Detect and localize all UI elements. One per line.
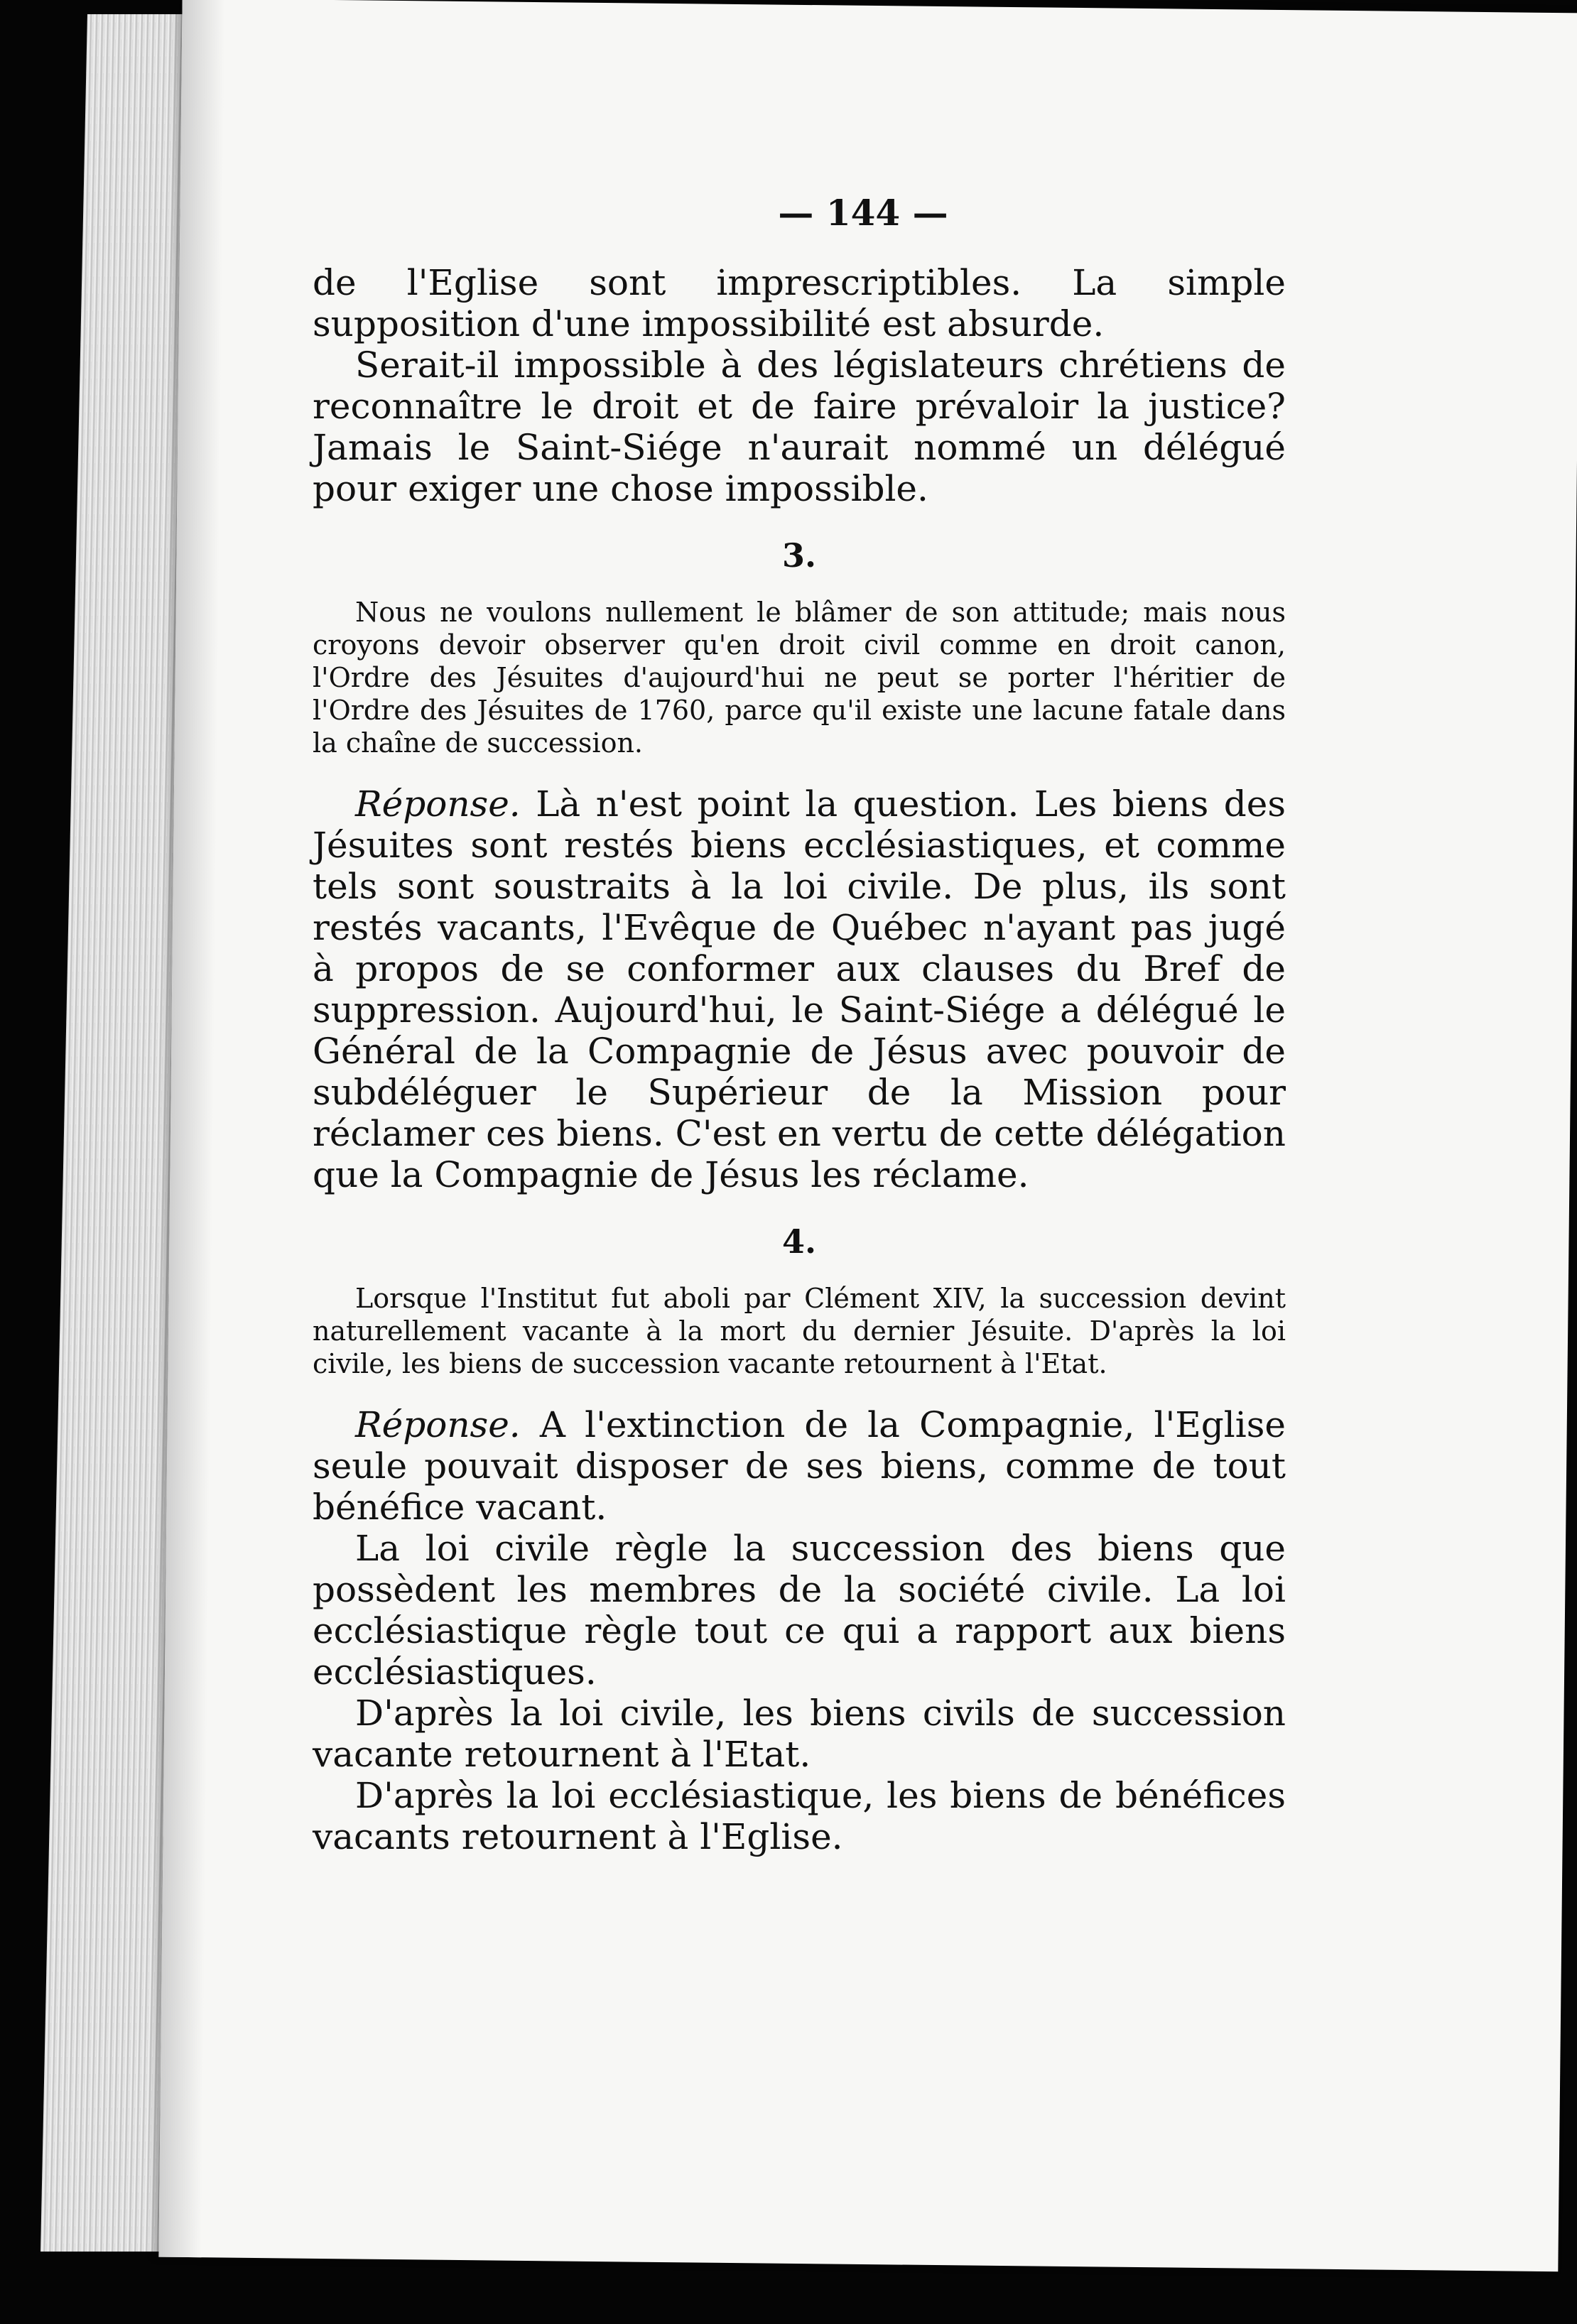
response-text-4: A l'extinction de la Compagnie, l'Eglise seule pouvait disposer de ses biens, comme de tout bénéfice vacant. (313, 1404, 1286, 1528)
page-number: — 144 — (778, 192, 948, 234)
response-4 (313, 1404, 1286, 1528)
paragraph-civil-law: La loi civile règle la succession des biens que possèdent les membres de la société civile. La loi ecclésiastique règle tout ce qui a rapport aux biens ecclésiastiques. (313, 1528, 1286, 1693)
paragraph-civil-succession: D'après la loi civile, les biens civils de succession vacante retournent à l'Etat. (313, 1693, 1286, 1775)
intro-paragraph-1: de l'Eglise sont imprescriptibles. La simple supposition d'une impossibilité est absurde. (313, 262, 1286, 344)
response-label-4: Réponse. (355, 1404, 521, 1445)
response-3 (313, 783, 1286, 1195)
paragraph-ecclesiastical-law: D'après la loi ecclésiastique, les biens de bénéfices vacants retournent à l'Eglise. (313, 1775, 1286, 1857)
section-number-3: 3. (781, 536, 817, 575)
page-content (313, 192, 1286, 1857)
intro-paragraph-2: Serait-il impossible à des législateurs chrétiens de reconnaître le droit et de faire prévaloir la justice? Jamais le Saint-Siége n'aurait nommé un délégué pour exiger une chose impossible. (313, 344, 1286, 509)
objection-4: Lorsque l'Institut fut aboli par Clément XIV, la succession devint naturellement vacante à la mort du dernier Jésuite. D'après la loi civile, les biens de succession vacante retournent à l'Etat. (313, 1283, 1286, 1379)
section-number-4: 4. (781, 1222, 817, 1261)
objection-3: Nous ne voulons nullement le blâmer de son attitude; mais nous croyons devoir observer qu'en droit civil comme en droit canon, l'Ordre des Jésuites d'aujourd'hui ne peut se porter l'héritier de l'Ordre des Jésuites de 1760, parce qu'il existe une lacune fatale dans la chaîne de succession. (313, 597, 1286, 759)
response-text-3: Là n'est point la question. Les biens des Jésuites sont restés biens ecclésiastiques, et comme tels sont soustraits à la loi civile. De plus, ils sont restés vacants, l'Evêque de Québec n'ayant pas jugé à propos de se conformer aux clauses du Bref de suppression. Aujourd'hui, le Saint-Siége a délégué le Général de la Compagnie de Jésus avec pouvoir de subdéléguer le Supérieur de la Mission pour réclamer ces biens. C'est en vertu de cette délégation que la Compagnie de Jésus les réclame. (313, 783, 1286, 1195)
response-label-3: Réponse. (355, 783, 521, 825)
